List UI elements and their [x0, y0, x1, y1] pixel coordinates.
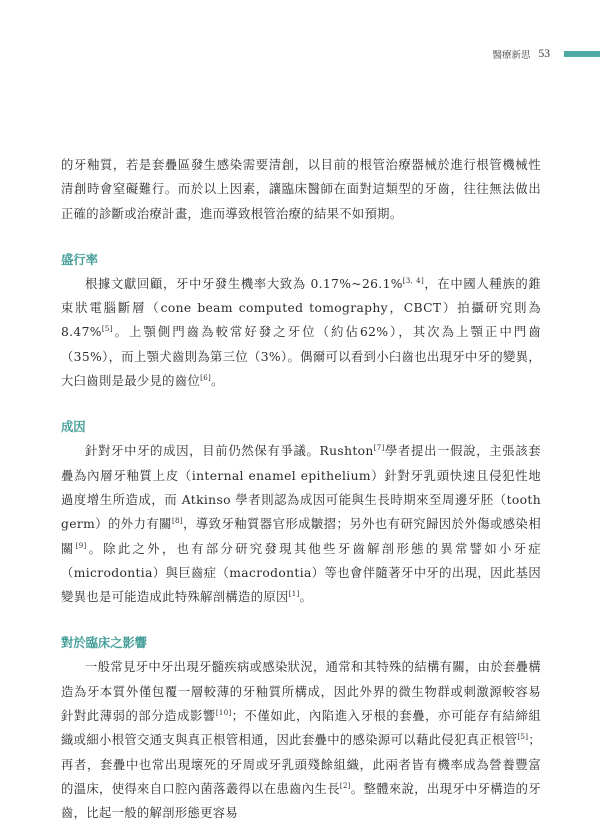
etiology-paragraph	[61, 439, 541, 609]
section-gap	[61, 609, 541, 631]
header-accent-bar	[564, 51, 600, 57]
prevalence-paragraph	[61, 272, 541, 393]
heading-etiology: 成因	[61, 420, 86, 435]
citation: [9]	[75, 541, 87, 550]
citation: [6]	[200, 373, 212, 382]
text-run: 。整體來說，出現牙中牙構造的牙齒，比起一般的解剖形態更容易	[61, 781, 541, 821]
page-header	[492, 47, 600, 61]
section-gap	[61, 226, 541, 248]
text-run: 。	[211, 374, 224, 389]
citation: [1]	[288, 590, 300, 599]
page-number: 53	[538, 48, 550, 60]
text-run: ，導致牙釉質器官形成皺摺；另外也有研究歸因於外傷或感染相關	[61, 517, 541, 556]
text-run: 一般常見牙中牙出現牙髓疾病或感染狀況，通常和其特殊的結構有關，由於套疊構造為牙本質外僅包覆一層較薄的牙釉質所構成，因此外界的微生物群或刺激源較容易針對此薄弱的部分造成影響	[61, 660, 541, 724]
citation: [5]	[101, 325, 113, 334]
citation: [7]	[373, 444, 385, 453]
text-run: ；不僅如此，內陷進入牙根的套疊，亦可能存有結締組織或細小根管交通支與真正根管相通，因此套疊中的感染源可以藉此侵犯真正根管	[61, 709, 541, 748]
citation: [5]	[517, 733, 529, 742]
text-run: 學者提出一假說，主張該套疊為內層牙釉質上皮（internal enamel epithelium）針對牙乳頭快速且侵犯性地過度增生所造成，而 Atkinso 學者則認為成因可能與生長時期來至周邊牙胚（tooth germ）的外力有關	[61, 444, 541, 532]
citation: [10]	[215, 708, 232, 717]
text-run: 。除此之外，也有部分研究發現其他些牙齒解剖形態的異常譬如小牙症（microdontia）與巨齒症（macrodontia）等也會伴隨著牙中牙的出現，因此基因變異也是可能造成此特殊解剖構造的原因	[61, 541, 541, 605]
text-run: 。	[299, 590, 313, 605]
heading-prevalence: 盛行率	[61, 252, 98, 267]
text-run: 。上顎側門齒為較常好發之牙位（約佔62%），其次為上顎正中門齒（35%），而上顎犬齒則為第三位（3%）。偶爾可以看到小臼齒也出現牙中牙的變異，大臼齒則是最少見的齒位	[61, 325, 541, 389]
citation: [3, 4]	[402, 276, 425, 285]
section-gap	[61, 393, 541, 415]
header-section-title: 醫療新思	[492, 50, 531, 61]
clinical-paragraph	[61, 655, 541, 825]
text-run: 針對牙中牙的成因，目前仍然保有爭議。Rushton	[85, 444, 374, 459]
text-run: ，在中國人種族的錐束狀電腦斷層（cone beam computed tomography，CBCT）拍攝研究則為 8.47%	[61, 276, 542, 340]
text-run: ；再者，套疊中也常出現壞死的牙周或牙乳頭殘餘組織，此兩者皆有機率成為營養豐富的溫床，使得來自口腔內菌落叢得以在患齒內生長	[61, 733, 541, 796]
citation: [8]	[171, 517, 183, 526]
article-body	[61, 153, 541, 826]
heading-clinical-impact: 對於臨床之影響	[61, 636, 148, 651]
citation: [2]	[339, 781, 351, 790]
intro-paragraph: 的牙釉質，若是套疊區發生感染需要清創，以目前的根管治療器械於進行根管機械性清創時會窒礙難行。而於以上因素，讓臨床醫師在面對這類型的牙齒，往往無法做出正確的診斷或治療計畫，進而導致根管治療的結果不如預期。	[61, 158, 541, 221]
text-run: 根據文獻回顧，牙中牙發生機率大致為 0.17%~26.1%	[85, 276, 403, 291]
